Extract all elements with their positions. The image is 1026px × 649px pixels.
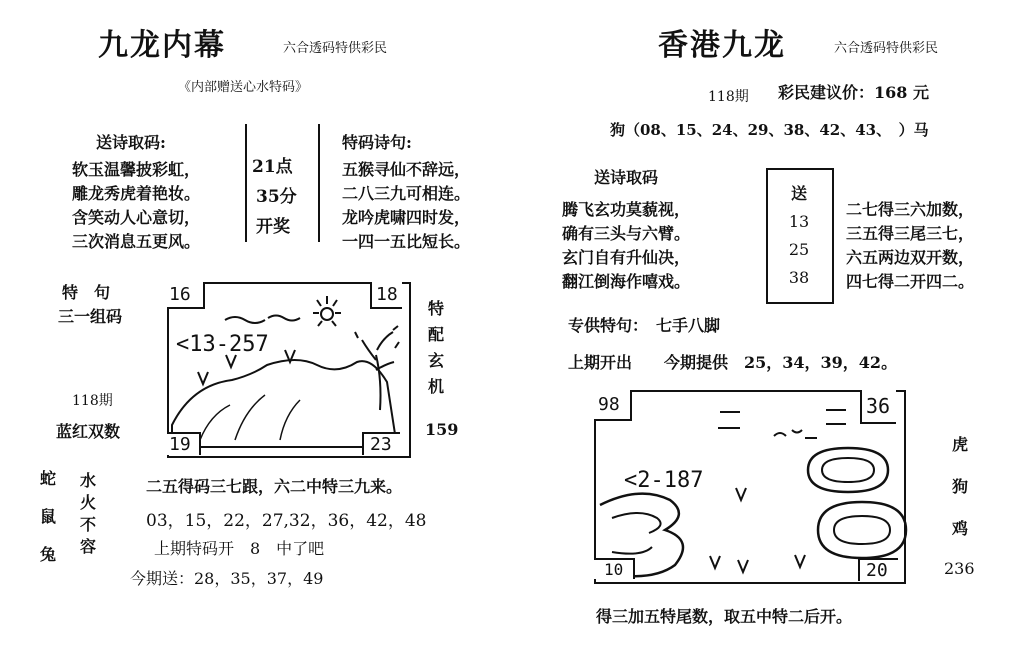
zodiac-char: 狗 [952,477,969,496]
left-line2: 03，15，22，27,32，36，42，48 [146,511,427,531]
time-label: 开奖 [256,217,290,237]
left-issue: 118期 [72,393,113,409]
zodiac-char: 虎 [952,435,969,454]
zodiac-right [952,424,968,550]
zodiac-char: 兔 [40,545,57,564]
left-side-number: 159 [425,420,459,439]
side-char: 机 [428,377,445,396]
send-label: 送 [790,184,807,203]
left-line1: 二五得码三七跟，六二中特三九来。 [146,477,403,496]
left-sketch-top-right: 18 [370,282,402,309]
poem-line: 龙吟虎啸四时发， [342,208,471,227]
element-char: 容 [80,537,97,556]
left-title: 九龙内幕 [98,28,226,63]
poem-line: 确有三头与六臂。 [562,224,691,243]
poem-line: 六五两边双开数， [846,248,975,267]
left-poem-a-heading: 送诗取码: [96,133,166,152]
poem-line: 三次消息五更风。 [72,232,201,251]
poem-line: 玄门自有升仙决， [562,248,691,267]
left-sketch-top-left: 16 [167,282,205,309]
zodiac-char: 鸡 [952,519,969,538]
poem-line: 四七得二开四二。 [846,272,975,291]
right-side-number: 236 [944,559,975,578]
zodiac-char: 鼠 [40,507,57,526]
right-sketch-bottom-left: 10 [594,558,635,579]
left-line3: 上期特码开 8 中了吧 [154,539,325,558]
poem-line: 二七得三六加数， [846,200,975,219]
group-label: 三一组码 [58,307,123,326]
special-line: 专供特句： 七手八脚 [568,316,721,335]
poem-line: 翻江倒海作嘻戏。 [562,272,691,291]
send-number: 25 [788,240,810,259]
left-poem-b-heading: 特码诗句: [342,133,412,152]
left-line4: 今期送：28，35，37，49 [130,569,324,588]
left-sketch-bottom-right: 23 [362,432,400,455]
left-subtitle: 六合透码特供彩民 [283,41,388,56]
send-number: 38 [788,268,810,287]
poem-line: 腾飞玄功莫藐视， [562,200,691,219]
right-sketch-formula: <2-187 [624,468,704,493]
time-minute: 35分 [256,187,297,207]
right-issue: 118期 [708,89,749,105]
left-sketch-formula: <13-257 [176,332,269,357]
side-char: 玄 [428,351,445,370]
send-number: 13 [788,212,810,231]
dog-line: 狗（08、15、24、29、38、42、43、 ）马 [610,121,929,139]
side-char: 配 [428,325,445,344]
right-sketch-top-left: 98 [594,390,632,421]
poem-line: 含笑动人心意切， [72,208,201,227]
right-sketch-top-right: 36 [860,390,896,424]
element-char: 火 [80,493,97,512]
poem-line: 软玉温馨披彩虹， [72,160,201,179]
element-char: 不 [80,515,97,534]
poem-line: 五猴寻仙不辞远， [342,160,471,179]
poem-line: 三五得三尾三七， [846,224,975,243]
right-sketch-bottom-right: 20 [858,558,898,581]
right-subtitle: 六合透码特供彩民 [834,41,939,56]
poem-line: 一四一五比短长。 [342,232,471,251]
time-hour: 21点 [252,157,293,177]
right-title: 香港九龙 [658,28,786,63]
zodiac-char: 蛇 [40,469,57,488]
last-issue-line: 上期开出 今期提供 25，34，39，42。 [568,353,898,372]
side-char: 特 [428,299,445,318]
poem-line: 二八三九可相连。 [342,184,471,203]
element-char: 水 [80,471,97,490]
color-label: 蓝红双数 [56,422,121,441]
poem-line: 雕龙秀虎着艳妆。 [72,184,201,203]
special-label: 特 句 [62,283,111,302]
right-poem-heading: 送诗取码 [594,168,659,187]
right-bottom-line: 得三加五特尾数，取五中特二后开。 [596,607,853,626]
left-gift-note: 《内部赠送心水特码》 [178,80,309,95]
right-price: 彩民建议价：168 元 [778,83,929,102]
left-sketch-bottom-left: 19 [167,432,201,455]
